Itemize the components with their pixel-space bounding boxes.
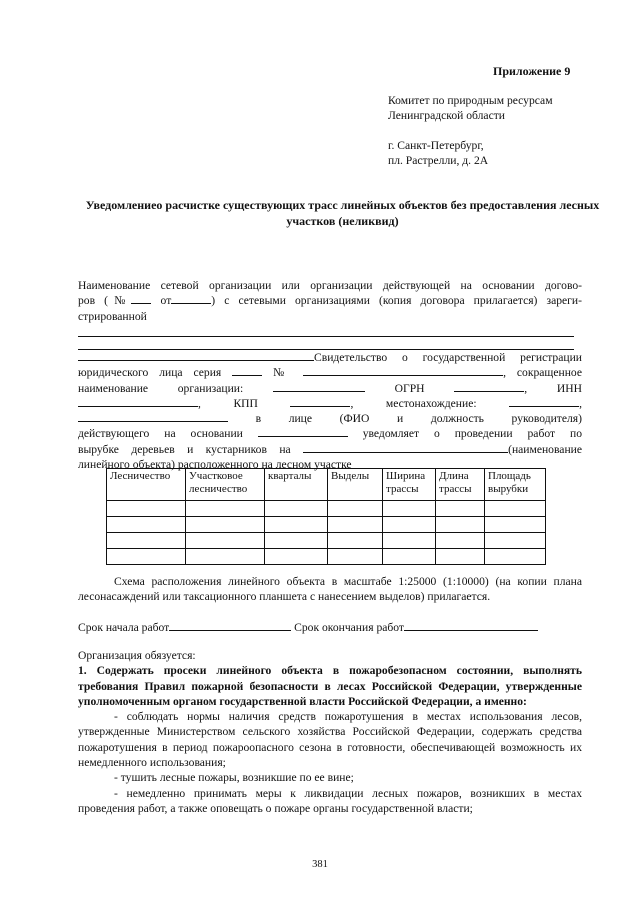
- table-header-cell: Участковое лесничество: [186, 469, 265, 501]
- address-line: г. Санкт-Петербург,: [388, 138, 484, 152]
- dates-line: Срок начала работ Срок окончания работ: [78, 620, 582, 635]
- table-row: [107, 533, 546, 549]
- basis-field[interactable]: [258, 426, 348, 437]
- table-header-row: [107, 469, 546, 501]
- form-line: наименование организации: ОГРН , ИНН: [78, 381, 582, 395]
- table-header-cell: кварталы: [265, 469, 328, 501]
- table-header-cell: Длина трассы: [436, 469, 485, 501]
- organization-paragraph: [78, 278, 582, 350]
- table-row: [107, 501, 546, 517]
- form-line: стрированной: [78, 309, 147, 323]
- page-number: 381: [312, 859, 328, 870]
- linear-object-field[interactable]: [303, 442, 508, 453]
- contract-number-field[interactable]: [131, 293, 151, 304]
- forest-plot-table: [106, 468, 546, 565]
- table-header-cell: Площадь вырубки: [485, 469, 546, 501]
- inn-field[interactable]: [78, 396, 198, 407]
- form-line: действующего на основании уведомляет о проведении работ по: [78, 427, 582, 441]
- table-header-cell: Лесничество: [107, 469, 186, 501]
- form-line: Наименование сетевой организации или организации действующей на основании догово-: [78, 279, 582, 292]
- number-field[interactable]: [303, 365, 503, 376]
- recipient-line: Комитет по природным ресурсам: [388, 94, 553, 107]
- ogrn-field[interactable]: [454, 381, 524, 392]
- obligation-bullet: - немедленно принимать меры к ликвидации лесных пожаров, возникших в местах проведения работ, а также оповещать о пожаре органы государственной власти;: [78, 786, 582, 815]
- recipient-line: Ленинградской области: [388, 109, 505, 123]
- obligation-bullet: - тушить лесные пожары, возникшие по ее вине;: [114, 771, 354, 785]
- appendix-label: Приложение 9: [493, 64, 571, 78]
- obligation-bullet: - соблюдать нормы наличия средств пожаротушения в местах использования лесов, утвержденные Министерством сельского хозяйства Российской Федерации, содержать средства пожаротушения в период пожароопасного сезона в готовности, обеспечивающей возможность их немедленного использования;: [78, 710, 582, 770]
- end-date-field[interactable]: [404, 620, 538, 631]
- table-row: [107, 517, 546, 533]
- form-line: в лице (ФИО и должность руководителя): [78, 411, 582, 426]
- form-line: Свидетельство о государственной регистрации: [78, 350, 582, 365]
- form-line: вырубке деревьев и кустарников на (наименование: [78, 442, 582, 456]
- location-continued-field[interactable]: [78, 411, 228, 422]
- address-line: пл. Растрелли, д. 2А: [388, 153, 489, 167]
- obligations-section: [78, 648, 582, 816]
- org-name-field[interactable]: [78, 350, 314, 361]
- form-line: линейного объекта) расположенного на лесном участке: [78, 458, 352, 472]
- blank-line[interactable]: [78, 336, 574, 337]
- series-field[interactable]: [232, 365, 262, 376]
- obligations-intro: Организация обязуется:: [78, 649, 196, 662]
- location-field[interactable]: [509, 396, 579, 407]
- start-date-field[interactable]: [169, 620, 291, 631]
- scheme-paragraph: Схема расположения линейного объекта в масштабе 1:25000 (1:10000) (на копии плана лесонасаждений или таксационного планшета с нанесением выделов) прилагается.: [78, 575, 582, 604]
- document-title: Уведомлениео расчистке существующих трасс линейных объектов без предоставления лесных участков (неликвид): [85, 198, 600, 228]
- form-line: юридического лица серия № , сокращенное: [78, 366, 582, 380]
- contract-date-field[interactable]: [171, 293, 211, 304]
- kpp-field[interactable]: [290, 396, 350, 407]
- table-row: [107, 549, 546, 565]
- table-header-cell: Ширина трассы: [383, 469, 436, 501]
- obligation-item: 1. Содержать просеки линейного объекта в пожаробезопасном состоянии, выполнять требования Правил пожарной безопасности в лесах Российской Федерации, утвержденные уполномоченным органом государственной власти Российской Федерации, а именно:: [78, 664, 582, 708]
- registration-block: [78, 350, 582, 472]
- table-header-cell: Выделы: [328, 469, 383, 501]
- recipient-block: [388, 93, 628, 168]
- short-name-field[interactable]: [273, 381, 365, 392]
- form-line: , КПП , местонахождение: ,: [78, 396, 582, 411]
- form-line: ров (№ от ) с сетевыми организациями (копия договора прилагается) зареги-: [78, 294, 582, 308]
